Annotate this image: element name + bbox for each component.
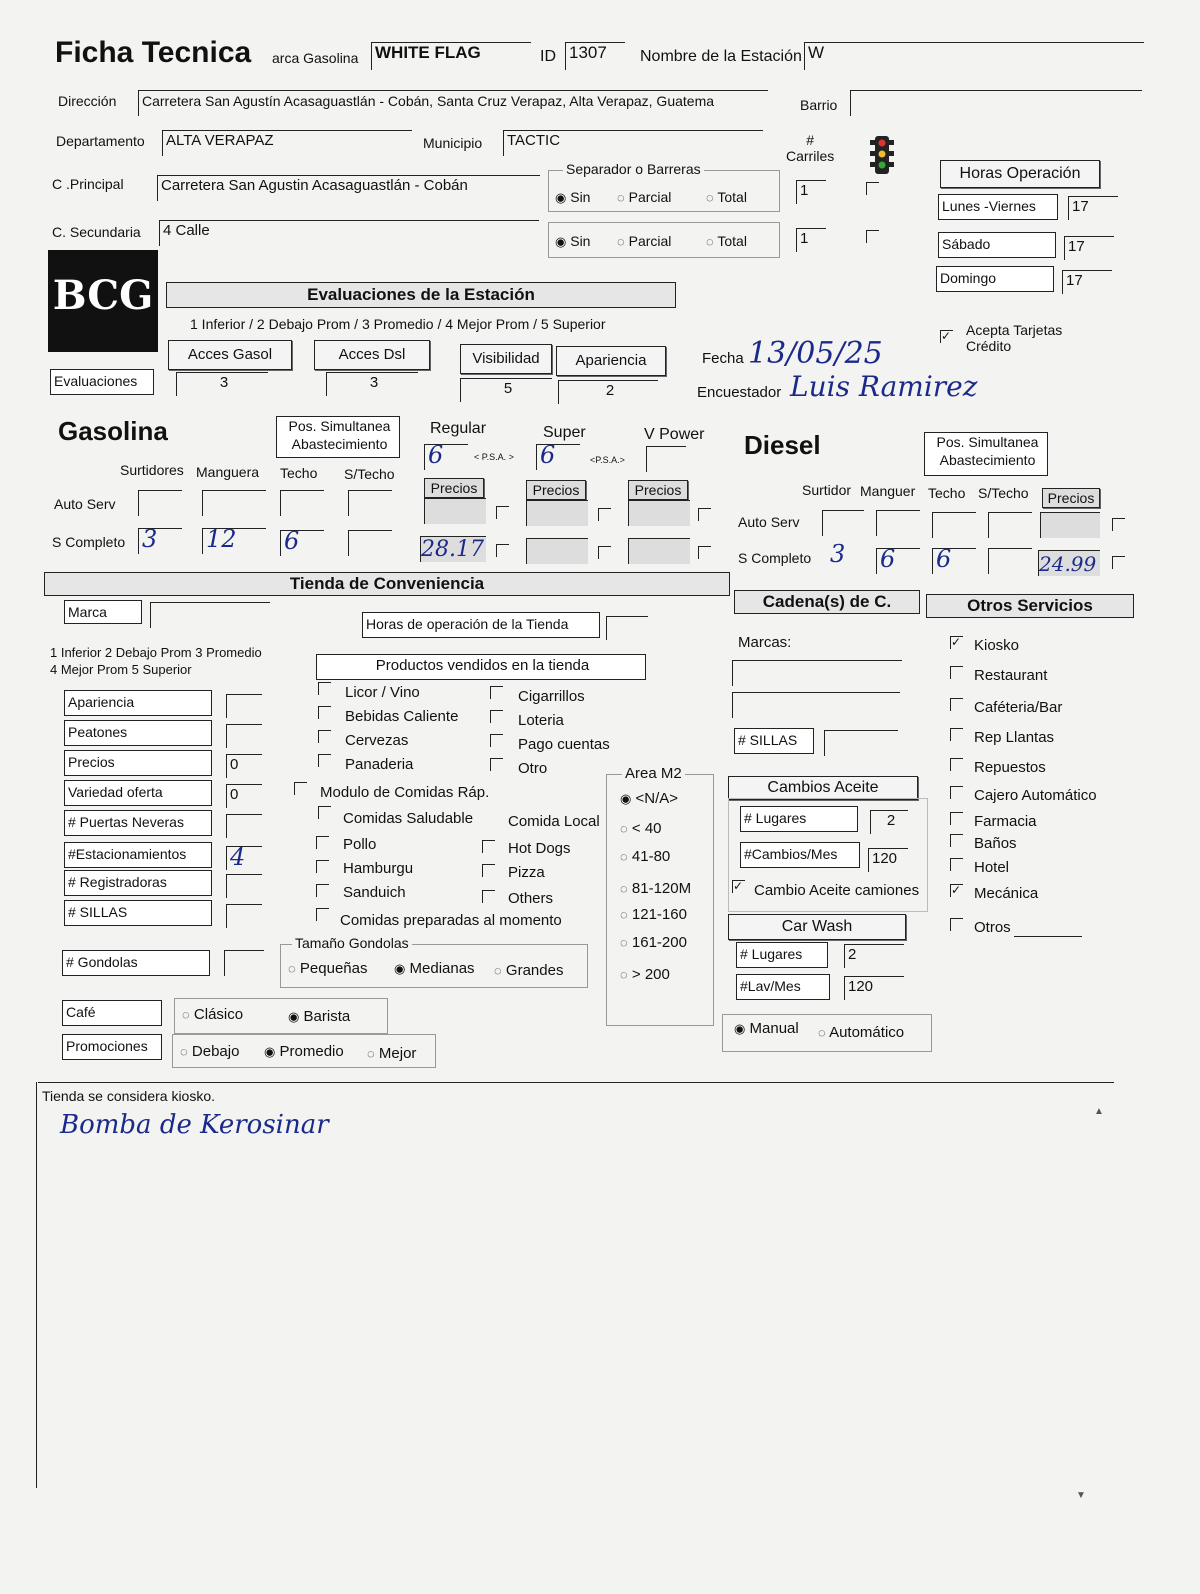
comida-right-label: Pizza — [508, 864, 545, 881]
scroll-up-icon[interactable]: ▲ — [1094, 1106, 1104, 1117]
diesel-as-stecho[interactable] — [988, 512, 1032, 538]
acces-gasol-field[interactable]: 3 — [176, 372, 268, 396]
id-label: ID — [540, 48, 556, 65]
modulo-label: Modulo de Comidas Ráp. — [320, 784, 490, 801]
carwash-lugares-field[interactable]: 2 — [844, 944, 904, 968]
lunes-field[interactable]: 17 — [1068, 196, 1118, 220]
gas-sc-surtidores[interactable]: 3 — [138, 528, 182, 554]
municipio-label: Municipio — [423, 135, 483, 151]
gas-as-stecho[interactable] — [348, 490, 392, 516]
otros-checkbox[interactable] — [950, 858, 963, 871]
producto-right-checkbox[interactable] — [490, 734, 503, 747]
col-techo: Techo — [280, 465, 318, 481]
psa-2: <P.S.A.> — [590, 455, 625, 465]
diesel-title: Diesel — [744, 430, 821, 460]
carwash-lugares-label: # Lugares — [736, 942, 828, 968]
tienda-field-value[interactable] — [226, 724, 262, 748]
diesel-sc-check[interactable] — [1112, 556, 1125, 569]
aceite-lugares-label: # Lugares — [740, 806, 858, 832]
promociones-label: Promociones — [62, 1034, 162, 1060]
promo-debajo[interactable]: ◌ Debajo — [180, 1043, 240, 1060]
tienda-scale-2: 4 Mejor Prom 5 Superior — [50, 662, 192, 677]
tienda-field-label: Precios — [64, 750, 212, 776]
carwash-manual[interactable]: ◉ Manual — [734, 1020, 799, 1037]
fecha-value[interactable]: 13/05/25 — [748, 336, 883, 371]
tamano-grandes[interactable]: ◌ Grandes — [494, 962, 564, 979]
otros-label: Repuestos — [974, 759, 1046, 776]
gas-sc-precio-super[interactable] — [526, 538, 588, 564]
tienda-field-value[interactable]: 4 — [226, 846, 262, 870]
sep-row2-parcial[interactable]: ◌ Parcial — [617, 233, 672, 249]
direccion-field[interactable]: Carretera San Agustín Acasaguastlán - Cobán, Santa Cruz Verapaz, Alta Verapaz, Guatema — [138, 90, 768, 116]
lunes-label: Lunes -Viernes — [938, 194, 1058, 220]
otros-label: Hotel — [974, 859, 1010, 876]
producto-left-checkbox[interactable] — [318, 730, 331, 743]
carriles-check-1[interactable] — [866, 182, 879, 195]
precios-super-header: Precios — [526, 480, 586, 500]
regular-label: Regular — [430, 420, 487, 437]
comida-right-checkbox[interactable] — [482, 890, 495, 903]
sep-row2-total[interactable]: ◌ Total — [706, 233, 747, 249]
producto-left-checkbox[interactable] — [318, 682, 331, 695]
gas-as-techo[interactable] — [280, 490, 324, 516]
otros-label: Otros — [974, 919, 1011, 936]
sep-row1-sin[interactable]: ◉ Sin — [555, 189, 591, 205]
tarjetas-label: Acepta Tarjetas Crédito — [966, 322, 1063, 354]
gas-sc-stecho[interactable] — [348, 530, 392, 556]
carriles-check-2[interactable] — [866, 230, 879, 243]
visibilidad-field[interactable]: 5 — [460, 378, 552, 402]
gas-as-check-regular[interactable] — [496, 506, 509, 519]
area-group — [606, 774, 714, 1026]
carwash-lav-label: #Lav/Mes — [736, 974, 830, 1000]
promo-mejor[interactable]: ◌ Mejor — [367, 1045, 417, 1062]
cadena-marca-1[interactable] — [732, 660, 902, 686]
tamano-pequenas[interactable]: ◌ Pequeñas — [288, 960, 368, 977]
secundaria-field[interactable]: 4 Calle — [159, 220, 539, 246]
tienda-field-label: #Estacionamientos — [64, 842, 212, 868]
tienda-field-value[interactable] — [226, 874, 262, 898]
preparadas-checkbox[interactable] — [316, 908, 329, 921]
diesel-sc-precio[interactable]: 24.99 — [1038, 550, 1100, 576]
gondolas-label: # Gondolas — [62, 950, 210, 976]
psa-1: < P.S.A. > — [474, 452, 514, 462]
encuestador-value[interactable]: Luis Ramirez — [790, 370, 978, 403]
acces-dsl-button[interactable]: Acces Dsl — [314, 340, 430, 370]
producto-left-checkbox[interactable] — [318, 706, 331, 719]
otros-label: Cajero Automático — [974, 787, 1097, 804]
area-option[interactable]: ◌ 41-80 — [620, 848, 671, 865]
cafe-label: Café — [62, 1000, 162, 1026]
otros-label: Restaurant — [974, 667, 1048, 684]
tienda-field-label: Variedad oferta — [64, 780, 212, 806]
super-label: Super — [543, 424, 586, 441]
gas-as-check-vpower[interactable] — [698, 508, 711, 521]
comida-right-label: Hot Dogs — [508, 840, 571, 857]
nombre-label: Nombre de la Estación — [640, 48, 802, 65]
precios-vpower-header: Precios — [628, 480, 688, 500]
domingo-label: Domingo — [936, 266, 1054, 292]
area-option[interactable]: ◌ 81-120M — [620, 880, 692, 897]
gas-sc-manguera[interactable]: 12 — [202, 528, 266, 554]
acces-gasol-button[interactable]: Acces Gasol — [168, 340, 292, 370]
apariencia-field[interactable]: 2 — [558, 380, 658, 404]
tienda-field-label: # Puertas Neveras — [64, 810, 212, 836]
area-title: Area M2 — [622, 765, 685, 782]
promo-promedio[interactable]: ◉ Promedio — [264, 1043, 344, 1060]
tienda-field-value[interactable] — [226, 904, 262, 928]
domingo-field[interactable]: 17 — [1062, 270, 1112, 294]
cadena-sillas-field[interactable] — [824, 730, 898, 756]
principal-label: C .Principal — [52, 176, 124, 192]
otros-checkbox[interactable] — [950, 918, 963, 931]
otros-checkbox[interactable] — [950, 786, 963, 799]
scroll-down-icon[interactable]: ▼ — [1076, 1490, 1086, 1501]
gas-sc-check-super[interactable] — [598, 546, 611, 559]
sep-row1-parcial[interactable]: ◌ Parcial — [617, 189, 672, 205]
gas-sc-techo[interactable]: 6 — [280, 530, 324, 556]
dcol-techo: Techo — [928, 485, 966, 501]
diesel-as-manguer[interactable] — [876, 510, 920, 536]
producto-right-checkbox[interactable] — [490, 758, 503, 771]
evaluaciones-label: Evaluaciones — [50, 369, 154, 395]
gasolina-pos-simultanea: Pos. Simultanea Abastecimiento — [276, 416, 400, 458]
diesel-as-check[interactable] — [1112, 518, 1125, 531]
diesel-sc-stecho[interactable] — [988, 548, 1032, 574]
super-field[interactable]: 6 — [536, 444, 580, 470]
sabado-label: Sábado — [938, 232, 1056, 258]
diesel-sc-techo[interactable]: 6 — [932, 548, 976, 574]
principal-field[interactable]: Carretera San Agustin Acasaguastlán - Cobán — [157, 175, 540, 201]
cadena-sillas-label: # SILLAS — [734, 728, 814, 754]
saludable-checkbox[interactable] — [318, 806, 331, 819]
gasolina-title: Gasolina — [58, 416, 168, 446]
tienda-field-label: # SILLAS — [64, 900, 212, 926]
barrio-label: Barrio — [800, 97, 838, 113]
gas-auto-serv-label: Auto Serv — [54, 496, 116, 512]
area-option[interactable]: ◌ 161-200 — [620, 934, 687, 951]
comida-left-label: Hamburgu — [343, 860, 414, 877]
comida-right-checkbox[interactable] — [482, 840, 495, 853]
otros-checkbox[interactable] — [950, 834, 963, 847]
tienda-field-label: Peatones — [64, 720, 212, 746]
carwash-lav-field[interactable]: 120 — [844, 976, 904, 1000]
carwash-header: Car Wash — [728, 914, 906, 940]
comida-local-label: Comida Local — [508, 813, 600, 830]
area-option[interactable]: ◉ <N/A> — [620, 790, 679, 807]
otros-checkbox[interactable] — [950, 758, 963, 771]
sabado-field[interactable]: 17 — [1064, 236, 1114, 260]
otros-label: Kiosko — [974, 637, 1020, 654]
notes-printed: Tienda se considera kiosko. — [42, 1088, 216, 1104]
comida-left-label: Sanduich — [343, 884, 406, 901]
dcol-stecho: S/Techo — [978, 485, 1029, 501]
sep-row1-total[interactable]: ◌ Total — [706, 189, 747, 205]
separador-title: Separador o Barreras — [563, 161, 704, 177]
notes-handwritten[interactable]: Bomba de Kerosinar — [60, 1110, 329, 1140]
carriles-row1[interactable]: 1 — [796, 180, 826, 204]
precios-regular-header: Precios — [424, 478, 484, 498]
gas-sc-check-vpower[interactable] — [698, 546, 711, 559]
area-option[interactable]: ◌ 121-160 — [620, 906, 687, 923]
col-manguera: Manguera — [196, 464, 260, 480]
gas-as-precio-super[interactable] — [526, 500, 588, 526]
tienda-marca-label: Marca — [64, 600, 142, 624]
gas-sc-precio-vpower[interactable] — [628, 538, 690, 564]
regular-field[interactable]: 6 — [424, 444, 468, 470]
aceite-camiones-checkbox[interactable]: ✓ — [733, 879, 744, 893]
marcas-label: Marcas: — [738, 634, 792, 651]
otros-line — [1014, 936, 1082, 937]
traffic-light-icon — [868, 134, 896, 179]
producto-right-label: Pago cuentas — [518, 736, 610, 753]
tienda-field-label: # Registradoras — [64, 870, 212, 896]
tienda-field-value[interactable]: 0 — [226, 784, 262, 808]
form-title: Ficha Tecnica — [55, 36, 252, 69]
cafe-barista[interactable]: ◉ Barista — [288, 1008, 351, 1025]
saludable-label: Comidas Saludable — [343, 810, 474, 827]
notes-top-line — [38, 1082, 1114, 1083]
gas-as-check-super[interactable] — [598, 508, 611, 521]
sep-row2-sin[interactable]: ◉ Sin — [555, 233, 591, 249]
gas-sc-precio-regular[interactable]: 28.17 — [420, 536, 486, 562]
producto-right-label: Cigarrillos — [518, 688, 585, 705]
encuestador-label: Encuestador — [697, 384, 782, 401]
diesel-as-precio[interactable] — [1040, 512, 1100, 538]
producto-left-label: Licor / Vino — [345, 684, 420, 701]
municipio-field[interactable]: TACTIC — [503, 130, 763, 156]
otros-label: Mecánica — [974, 885, 1039, 902]
producto-left-label: Cervezas — [345, 732, 409, 749]
gas-sc-check-regular[interactable] — [496, 544, 509, 557]
modulo-checkbox[interactable] — [294, 782, 307, 795]
gas-as-manguera[interactable] — [202, 490, 266, 516]
comida-left-checkbox[interactable] — [316, 836, 329, 849]
tienda-field-label: Apariencia — [64, 690, 212, 716]
diesel-sc-surtidor[interactable]: 3 — [830, 540, 846, 568]
producto-right-label: Loteria — [518, 712, 564, 729]
id-field[interactable]: 1307 — [565, 42, 625, 70]
comida-left-checkbox[interactable] — [316, 884, 329, 897]
notes-left-line — [36, 1082, 37, 1488]
comida-right-checkbox[interactable] — [482, 864, 495, 877]
otros-checkbox[interactable] — [950, 728, 963, 741]
diesel-precios-header: Precios — [1042, 488, 1100, 508]
aceite-cambios-label: #Cambios/Mes — [740, 842, 860, 868]
tienda-field-value[interactable] — [226, 814, 262, 838]
preparadas-label: Comidas preparadas al momento — [340, 912, 562, 929]
tienda-marca-field[interactable] — [150, 602, 270, 628]
tamano-medianas[interactable]: ◉ Medianas — [394, 960, 475, 977]
otros-checkbox[interactable]: ✓ — [951, 883, 962, 897]
aceite-camiones-label: Cambio Aceite camiones — [754, 882, 920, 899]
departamento-field[interactable]: ALTA VERAPAZ — [162, 130, 412, 156]
diesel-s-completo-label: S Completo — [738, 550, 812, 566]
area-option[interactable]: ◌ < 40 — [620, 820, 662, 837]
otros-label: Caféteria/Bar — [974, 699, 1063, 716]
area-option[interactable]: ◌ > 200 — [620, 966, 670, 983]
tamano-title: Tamaño Gondolas — [292, 935, 412, 951]
tienda-scale-1: 1 Inferior 2 Debajo Prom 3 Promedio — [50, 645, 262, 660]
marca-field[interactable]: WHITE FLAG — [371, 42, 531, 70]
producto-left-label: Bebidas Caliente — [345, 708, 459, 725]
aceite-cambios-field[interactable]: 120 — [868, 848, 908, 872]
tienda-header: Tienda de Conveniencia — [44, 572, 730, 596]
otros-label: Rep Llantas — [974, 729, 1055, 746]
cadena-header: Cadena(s) de C. — [734, 590, 920, 614]
diesel-as-surtidor[interactable] — [822, 510, 864, 536]
otros-label: Farmacia — [974, 813, 1037, 830]
gas-s-completo-label: S Completo — [52, 534, 126, 550]
marca-label: arca Gasolina — [272, 50, 359, 66]
apariencia-button[interactable]: Apariencia — [556, 346, 666, 376]
diesel-sc-manguer[interactable]: 6 — [876, 548, 920, 574]
tienda-horas-field[interactable] — [606, 616, 648, 640]
otros-label: Baños — [974, 835, 1017, 852]
tienda-horas-label: Horas de operación de la Tienda — [362, 612, 600, 638]
visibilidad-button[interactable]: Visibilidad — [460, 344, 552, 374]
gondolas-field[interactable] — [224, 950, 264, 976]
evaluaciones-scale: 1 Inferior / 2 Debajo Prom / 3 Promedio / 4 Mejor Prom / 5 Superior — [190, 316, 606, 332]
vpower-field[interactable] — [646, 446, 686, 472]
diesel-pos-simultanea: Pos. Simultanea Abastecimiento — [924, 432, 1048, 476]
secundaria-label: C. Secundaria — [52, 224, 141, 240]
gas-as-precio-regular[interactable] — [424, 498, 486, 524]
horas-operacion-button[interactable]: Horas Operación — [940, 160, 1100, 188]
producto-left-checkbox[interactable] — [318, 754, 331, 767]
comida-right-label: Others — [508, 890, 554, 907]
dcol-surtidor: Surtidor — [802, 482, 852, 498]
carwash-automatico[interactable]: ◌ Automático — [818, 1024, 905, 1041]
carriles-label: # Carriles — [786, 132, 835, 164]
tarjetas-checkbox[interactable]: ✓ — [941, 329, 952, 343]
fecha-label: Fecha — [702, 350, 744, 367]
producto-right-checkbox[interactable] — [490, 686, 503, 699]
comida-left-checkbox[interactable] — [316, 860, 329, 873]
direccion-label: Dirección — [58, 93, 117, 109]
cafe-clasico[interactable]: ◌ Clásico — [182, 1006, 244, 1023]
otros-checkbox[interactable]: ✓ — [951, 635, 962, 649]
otros-checkbox[interactable] — [950, 698, 963, 711]
otros-servicios-header: Otros Servicios — [926, 594, 1134, 618]
tienda-field-value[interactable] — [226, 694, 262, 718]
barrio-field[interactable] — [850, 90, 1142, 116]
producto-right-checkbox[interactable] — [490, 710, 503, 723]
diesel-auto-serv-label: Auto Serv — [738, 514, 800, 530]
producto-left-label: Panaderia — [345, 756, 414, 773]
nombre-field[interactable]: W — [804, 42, 1144, 70]
cadena-marca-2[interactable] — [732, 692, 900, 718]
dcol-manguer: Manguer — [860, 483, 916, 499]
acces-dsl-field[interactable]: 3 — [326, 372, 418, 396]
productos-header: Productos vendidos en la tienda — [316, 654, 646, 680]
gas-as-surtidores[interactable] — [138, 490, 182, 516]
cambios-aceite-header: Cambios Aceite — [728, 776, 918, 800]
tienda-field-value[interactable]: 0 — [226, 754, 262, 778]
producto-right-label: Otro — [518, 760, 548, 777]
otros-checkbox[interactable] — [950, 666, 963, 679]
col-surtidores: Surtidores — [120, 462, 184, 478]
comida-left-label: Pollo — [343, 836, 377, 853]
aceite-lugares-field[interactable]: 2 — [870, 810, 908, 834]
carriles-row2[interactable]: 1 — [796, 228, 826, 252]
diesel-as-techo[interactable] — [932, 512, 976, 538]
bcg-logo-text: BCG — [52, 272, 154, 319]
vpower-label: V Power — [644, 426, 705, 443]
col-stecho: S/Techo — [344, 466, 395, 482]
gas-as-precio-vpower[interactable] — [628, 500, 690, 526]
departamento-label: Departamento — [56, 133, 145, 149]
otros-checkbox[interactable] — [950, 812, 963, 825]
evaluaciones-header: Evaluaciones de la Estación — [166, 282, 676, 308]
